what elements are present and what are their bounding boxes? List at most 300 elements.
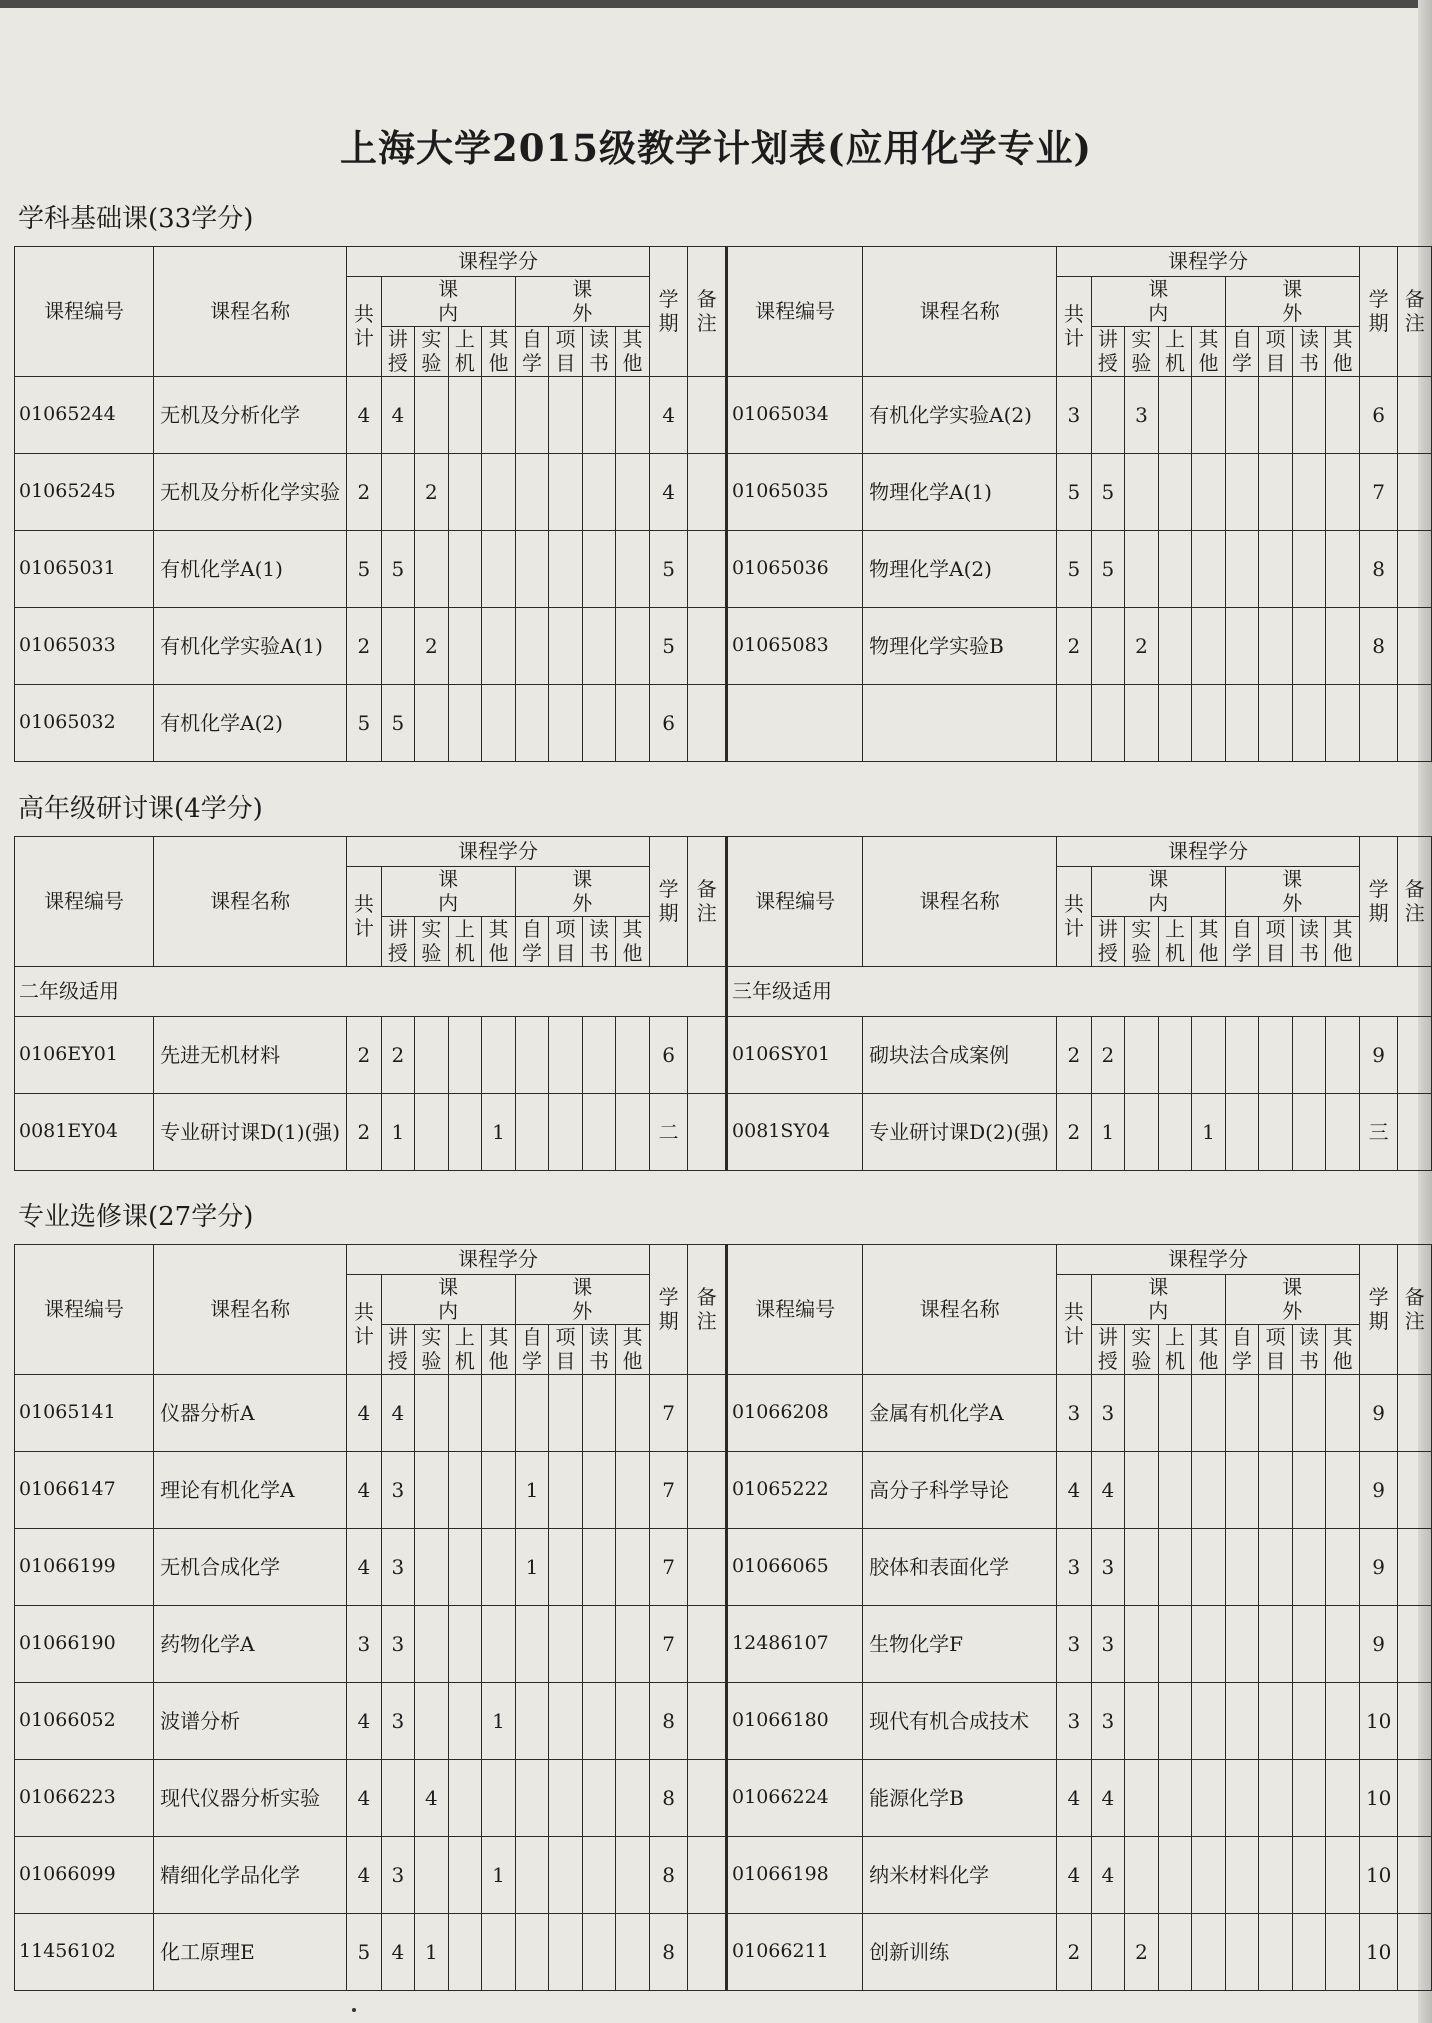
category-label-left: 二年级适用 bbox=[15, 967, 727, 1017]
cell-note bbox=[1398, 1606, 1432, 1683]
cell-note bbox=[1398, 1529, 1432, 1606]
cell-note bbox=[688, 1914, 727, 1991]
header-reading bbox=[1292, 917, 1326, 967]
header-text: 实验 bbox=[1131, 917, 1152, 965]
cell-lecture: 5 bbox=[381, 685, 415, 762]
cell-total: 2 bbox=[347, 1017, 382, 1094]
header-term bbox=[1359, 1245, 1398, 1375]
cell-lab: 4 bbox=[415, 1760, 449, 1837]
cell-total: 4 bbox=[347, 1837, 382, 1914]
cell-project bbox=[1259, 377, 1293, 454]
cell-self bbox=[1225, 1837, 1259, 1914]
cell-self bbox=[1225, 1606, 1259, 1683]
header-note bbox=[688, 1245, 727, 1375]
header-name bbox=[154, 1245, 347, 1375]
cell-code: 01065083 bbox=[727, 608, 863, 685]
header-code bbox=[727, 247, 863, 377]
cell-other-out bbox=[1326, 454, 1360, 531]
cell-term: 4 bbox=[649, 377, 688, 454]
cell-term: 6 bbox=[1359, 377, 1398, 454]
header-text: 备注 bbox=[1404, 1285, 1425, 1333]
cell-term: 9 bbox=[1359, 1375, 1398, 1452]
header-text: 自学 bbox=[1231, 1325, 1252, 1373]
table-row bbox=[15, 531, 1432, 608]
cell-total: 3 bbox=[1057, 1529, 1092, 1606]
header-text: 其他 bbox=[1332, 917, 1353, 965]
cell-reading bbox=[582, 1529, 616, 1606]
cell-project bbox=[1259, 608, 1293, 685]
cell-name: 物理化学A(2) bbox=[863, 531, 1057, 608]
cell-total: 3 bbox=[1057, 1683, 1092, 1760]
header-total bbox=[1057, 867, 1092, 967]
header-other-in bbox=[1192, 1325, 1226, 1375]
cell-name: 无机及分析化学实验 bbox=[154, 454, 347, 531]
cell-lecture: 3 bbox=[381, 1683, 415, 1760]
cell-lecture: 4 bbox=[1091, 1452, 1125, 1529]
cell-self bbox=[515, 454, 549, 531]
header-lecture bbox=[381, 917, 415, 967]
cell-self: 1 bbox=[515, 1529, 549, 1606]
cell-code: 01066190 bbox=[15, 1606, 154, 1683]
cell-other-out bbox=[1326, 608, 1360, 685]
cell-reading bbox=[582, 531, 616, 608]
cell-lab bbox=[1125, 1529, 1159, 1606]
cell-name: 胶体和表面化学 bbox=[863, 1529, 1057, 1606]
cell-self bbox=[515, 1375, 549, 1452]
cell-total: 4 bbox=[347, 377, 382, 454]
cell-reading bbox=[1292, 1683, 1326, 1760]
table-row bbox=[15, 1914, 1432, 1991]
header-out-class bbox=[515, 867, 649, 917]
header-text: 其他 bbox=[1198, 327, 1219, 375]
cell-lecture bbox=[1091, 685, 1125, 762]
cell-other-out bbox=[616, 685, 650, 762]
header-text: 共计 bbox=[1063, 1300, 1084, 1348]
cell-lecture: 4 bbox=[381, 1375, 415, 1452]
cell-reading bbox=[1292, 531, 1326, 608]
cell-other-out bbox=[1326, 1017, 1360, 1094]
basic-courses-table bbox=[14, 246, 1432, 762]
cell-note bbox=[688, 1760, 727, 1837]
section-title-seminar: 高年级研讨课(4学分) bbox=[18, 794, 263, 824]
header-text: 项目 bbox=[555, 327, 576, 375]
header-other-in bbox=[482, 327, 516, 377]
cell-lab bbox=[1125, 1094, 1159, 1171]
cell-note bbox=[688, 1683, 727, 1760]
header-row bbox=[15, 1245, 1432, 1275]
cell-other-in bbox=[1192, 377, 1226, 454]
cell-project bbox=[1259, 1914, 1293, 1991]
header-term bbox=[649, 247, 688, 377]
header-other-out bbox=[616, 327, 650, 377]
cell-other-in: 1 bbox=[1192, 1094, 1226, 1171]
cell-other-in bbox=[1192, 1837, 1226, 1914]
header-name bbox=[154, 247, 347, 377]
header-text: 项目 bbox=[1265, 327, 1286, 375]
header-text: 项目 bbox=[555, 1325, 576, 1373]
header-code bbox=[727, 1245, 863, 1375]
cell-project bbox=[1259, 1094, 1293, 1171]
cell-code: 01065245 bbox=[15, 454, 154, 531]
cell-total: 2 bbox=[1057, 1094, 1092, 1171]
cell-project bbox=[549, 1529, 583, 1606]
cell-computer bbox=[1158, 1760, 1192, 1837]
header-text: 课程学分 bbox=[1168, 839, 1248, 863]
header-text: 学期 bbox=[658, 287, 679, 335]
cell-project bbox=[1259, 1760, 1293, 1837]
header-lab bbox=[1125, 1325, 1159, 1375]
cell-note bbox=[688, 1017, 727, 1094]
cell-total: 4 bbox=[347, 1375, 382, 1452]
cell-lecture: 1 bbox=[1091, 1094, 1125, 1171]
header-project bbox=[549, 1325, 583, 1375]
cell-other-in bbox=[1192, 1606, 1226, 1683]
header-text: 上机 bbox=[454, 917, 475, 965]
cell-total: 2 bbox=[1057, 608, 1092, 685]
cell-reading bbox=[1292, 608, 1326, 685]
header-lecture bbox=[1091, 917, 1125, 967]
cell-project bbox=[549, 1017, 583, 1094]
cell-other-out bbox=[616, 1914, 650, 1991]
cell-code: 01065222 bbox=[727, 1452, 863, 1529]
cell-term: 10 bbox=[1359, 1683, 1398, 1760]
cell-other-in bbox=[1192, 608, 1226, 685]
header-text: 实验 bbox=[421, 1325, 442, 1373]
cell-lecture bbox=[1091, 608, 1125, 685]
cell-project bbox=[549, 531, 583, 608]
cell-computer bbox=[448, 1606, 482, 1683]
cell-name: 有机化学A(1) bbox=[154, 531, 347, 608]
cell-term: 8 bbox=[649, 1837, 688, 1914]
header-name bbox=[863, 247, 1057, 377]
header-text: 其他 bbox=[622, 917, 643, 965]
cell-lecture: 2 bbox=[381, 1017, 415, 1094]
header-text: 自学 bbox=[1231, 327, 1252, 375]
cell-computer bbox=[1158, 1094, 1192, 1171]
header-self-study bbox=[515, 1325, 549, 1375]
cell-computer bbox=[1158, 454, 1192, 531]
header-self-study bbox=[1225, 917, 1259, 967]
header-text: 课内 bbox=[1148, 277, 1169, 325]
cell-other-out bbox=[616, 1837, 650, 1914]
cell-term: 9 bbox=[1359, 1606, 1398, 1683]
cell-other-out bbox=[1326, 1529, 1360, 1606]
cell-project bbox=[549, 1760, 583, 1837]
cell-self bbox=[1225, 1452, 1259, 1529]
header-credits bbox=[1057, 1245, 1360, 1275]
cell-lab bbox=[415, 1837, 449, 1914]
cell-other-in bbox=[482, 1606, 516, 1683]
cell-lab bbox=[415, 1094, 449, 1171]
cell-name bbox=[863, 685, 1057, 762]
cell-note bbox=[1398, 1452, 1432, 1529]
header-other-out bbox=[616, 1325, 650, 1375]
cell-total: 4 bbox=[1057, 1837, 1092, 1914]
cell-name: 先进无机材料 bbox=[154, 1017, 347, 1094]
cell-note bbox=[688, 685, 727, 762]
cell-other-in bbox=[482, 1914, 516, 1991]
cell-self bbox=[515, 531, 549, 608]
cell-name: 高分子科学导论 bbox=[863, 1452, 1057, 1529]
cell-project bbox=[549, 608, 583, 685]
header-other-out bbox=[1326, 1325, 1360, 1375]
cell-reading bbox=[582, 1017, 616, 1094]
cell-project bbox=[1259, 1837, 1293, 1914]
cell-other-out bbox=[1326, 1606, 1360, 1683]
cell-computer bbox=[1158, 1375, 1192, 1452]
cell-project bbox=[549, 1914, 583, 1991]
header-text: 课程编号 bbox=[755, 889, 836, 913]
header-text: 实验 bbox=[421, 917, 442, 965]
header-out-class bbox=[515, 1275, 649, 1325]
table-row bbox=[15, 1529, 1432, 1606]
cell-other-out bbox=[1326, 1094, 1360, 1171]
cell-name: 无机合成化学 bbox=[154, 1529, 347, 1606]
cell-other-out bbox=[616, 1606, 650, 1683]
header-text: 上机 bbox=[1164, 327, 1185, 375]
header-text: 讲授 bbox=[1097, 327, 1118, 375]
header-lab bbox=[1125, 917, 1159, 967]
cell-self bbox=[515, 1683, 549, 1760]
header-total bbox=[347, 867, 382, 967]
cell-total: 3 bbox=[347, 1606, 382, 1683]
cell-computer bbox=[448, 1760, 482, 1837]
header-in-class bbox=[381, 277, 515, 327]
cell-other-in bbox=[1192, 1017, 1226, 1094]
header-other-out bbox=[616, 917, 650, 967]
header-text: 项目 bbox=[555, 917, 576, 965]
cell-self bbox=[515, 1606, 549, 1683]
cell-reading bbox=[582, 685, 616, 762]
cell-total: 4 bbox=[1057, 1760, 1092, 1837]
header-in-class bbox=[381, 867, 515, 917]
cell-self bbox=[515, 1760, 549, 1837]
cell-name: 现代仪器分析实验 bbox=[154, 1760, 347, 1837]
cell-self bbox=[1225, 1017, 1259, 1094]
cell-other-in bbox=[1192, 1452, 1226, 1529]
cell-other-in bbox=[1192, 1760, 1226, 1837]
cell-self bbox=[1225, 454, 1259, 531]
cell-project bbox=[1259, 1375, 1293, 1452]
cell-term: 6 bbox=[649, 1017, 688, 1094]
cell-other-in bbox=[482, 1452, 516, 1529]
cell-other-in bbox=[1192, 685, 1226, 762]
header-credits bbox=[347, 1245, 650, 1275]
header-text: 读书 bbox=[1299, 1325, 1319, 1373]
header-text: 其他 bbox=[1198, 1325, 1219, 1373]
header-computer bbox=[1158, 1325, 1192, 1375]
header-computer bbox=[448, 1325, 482, 1375]
header-text: 读书 bbox=[1299, 917, 1319, 965]
header-other-out bbox=[1326, 327, 1360, 377]
cell-computer bbox=[448, 1452, 482, 1529]
cell-lecture: 4 bbox=[381, 377, 415, 454]
header-credits bbox=[347, 247, 650, 277]
table-row bbox=[15, 1094, 1432, 1171]
header-text: 备注 bbox=[696, 877, 717, 925]
header-text: 备注 bbox=[1404, 877, 1425, 925]
header-total bbox=[347, 1275, 382, 1375]
cell-note bbox=[688, 1375, 727, 1452]
cell-lecture: 3 bbox=[381, 1606, 415, 1683]
cell-lab bbox=[1125, 1452, 1159, 1529]
cell-reading bbox=[582, 1094, 616, 1171]
header-text: 共计 bbox=[1063, 302, 1084, 350]
cell-lab bbox=[1125, 1683, 1159, 1760]
cell-other-out bbox=[616, 377, 650, 454]
cell-computer bbox=[1158, 1914, 1192, 1991]
cell-computer bbox=[448, 685, 482, 762]
header-out-class bbox=[1225, 277, 1359, 327]
header-text: 其他 bbox=[488, 327, 509, 375]
header-total bbox=[1057, 277, 1092, 377]
cell-lab bbox=[1125, 685, 1159, 762]
table-row bbox=[15, 1017, 1432, 1094]
header-name bbox=[863, 1245, 1057, 1375]
cell-reading bbox=[582, 1914, 616, 1991]
cell-self bbox=[515, 1094, 549, 1171]
cell-computer bbox=[448, 608, 482, 685]
header-code bbox=[15, 1245, 154, 1375]
cell-self bbox=[515, 1017, 549, 1094]
header-self-study bbox=[1225, 327, 1259, 377]
cell-lab bbox=[1125, 1017, 1159, 1094]
cell-name: 有机化学A(2) bbox=[154, 685, 347, 762]
cell-lab: 3 bbox=[1125, 377, 1159, 454]
cell-other-out bbox=[616, 1760, 650, 1837]
header-total bbox=[1057, 1275, 1092, 1375]
header-text: 共计 bbox=[1063, 892, 1084, 940]
header-text: 课程学分 bbox=[457, 1247, 538, 1271]
cell-self: 1 bbox=[515, 1452, 549, 1529]
cell-note bbox=[688, 531, 727, 608]
cell-lab: 2 bbox=[415, 608, 449, 685]
cell-lab bbox=[415, 1017, 449, 1094]
cell-lab bbox=[415, 531, 449, 608]
header-term bbox=[649, 1245, 688, 1375]
cell-term: 二 bbox=[649, 1094, 688, 1171]
cell-project bbox=[1259, 685, 1293, 762]
cell-lecture: 3 bbox=[1091, 1606, 1125, 1683]
cell-code: 01065244 bbox=[15, 377, 154, 454]
header-text: 学期 bbox=[1368, 1285, 1389, 1333]
header-name bbox=[154, 837, 347, 967]
header-reading bbox=[1292, 1325, 1326, 1375]
header-in-class bbox=[1091, 1275, 1225, 1325]
header-text: 课外 bbox=[572, 1275, 593, 1323]
header-text: 上机 bbox=[454, 1325, 475, 1373]
cell-self bbox=[515, 1914, 549, 1991]
cell-lecture: 4 bbox=[1091, 1837, 1125, 1914]
cell-code: 01065035 bbox=[727, 454, 863, 531]
cell-name: 药物化学A bbox=[154, 1606, 347, 1683]
cell-other-out bbox=[1326, 1837, 1360, 1914]
cell-term: 4 bbox=[649, 454, 688, 531]
cell-code: 0106EY01 bbox=[15, 1017, 154, 1094]
cell-lab bbox=[415, 1606, 449, 1683]
header-text: 课程学分 bbox=[1168, 249, 1248, 273]
cell-reading bbox=[582, 1375, 616, 1452]
header-text: 讲授 bbox=[387, 327, 408, 375]
cell-lab bbox=[1125, 1760, 1159, 1837]
cell-other-in bbox=[482, 1017, 516, 1094]
header-other-out bbox=[1326, 917, 1360, 967]
cell-project bbox=[1259, 454, 1293, 531]
cell-reading bbox=[1292, 1452, 1326, 1529]
cell-term: 10 bbox=[1359, 1837, 1398, 1914]
cell-lecture bbox=[381, 454, 415, 531]
cell-computer bbox=[1158, 1452, 1192, 1529]
cell-other-out bbox=[616, 1017, 650, 1094]
cell-other-in: 1 bbox=[482, 1094, 516, 1171]
header-computer bbox=[448, 917, 482, 967]
header-text: 课程编号 bbox=[755, 299, 836, 323]
cell-term: 7 bbox=[649, 1529, 688, 1606]
cell-term: 9 bbox=[1359, 1529, 1398, 1606]
header-text: 学期 bbox=[1368, 877, 1389, 925]
header-text: 实验 bbox=[421, 327, 442, 375]
page-title: 上海大学2015级教学计划表(应用化学专业) bbox=[340, 126, 1092, 170]
cell-project bbox=[1259, 1529, 1293, 1606]
header-text: 课程学分 bbox=[457, 249, 538, 273]
header-lab bbox=[415, 1325, 449, 1375]
header-out-class bbox=[1225, 867, 1359, 917]
cell-self bbox=[1225, 377, 1259, 454]
cell-other-out bbox=[616, 454, 650, 531]
cell-computer bbox=[448, 1017, 482, 1094]
header-text: 讲授 bbox=[1097, 917, 1118, 965]
cell-lab bbox=[415, 1529, 449, 1606]
cell-lecture: 3 bbox=[1091, 1529, 1125, 1606]
cell-name: 专业研讨课D(2)(强) bbox=[863, 1094, 1057, 1171]
header-text: 课内 bbox=[438, 1275, 459, 1323]
header-text: 学期 bbox=[658, 877, 679, 925]
header-term bbox=[1359, 837, 1398, 967]
cell-project bbox=[549, 1606, 583, 1683]
cell-other-out bbox=[1326, 685, 1360, 762]
cell-code: 01066211 bbox=[727, 1914, 863, 1991]
cell-term: 7 bbox=[649, 1606, 688, 1683]
cell-lecture: 3 bbox=[1091, 1683, 1125, 1760]
cell-other-out bbox=[1326, 377, 1360, 454]
cell-lab bbox=[1125, 1837, 1159, 1914]
cell-note bbox=[1398, 1683, 1432, 1760]
cell-lab: 1 bbox=[415, 1914, 449, 1991]
header-text: 学期 bbox=[1368, 287, 1389, 335]
cell-reading bbox=[1292, 1017, 1326, 1094]
cell-lecture bbox=[1091, 377, 1125, 454]
cell-name: 现代有机合成技术 bbox=[863, 1683, 1057, 1760]
cell-code: 01066223 bbox=[15, 1760, 154, 1837]
header-total bbox=[347, 277, 382, 377]
header-project bbox=[1259, 327, 1293, 377]
cell-term: 9 bbox=[1359, 1017, 1398, 1094]
header-text: 课外 bbox=[1282, 277, 1303, 325]
cell-lab: 2 bbox=[415, 454, 449, 531]
cell-computer bbox=[1158, 1529, 1192, 1606]
cell-code bbox=[727, 685, 863, 762]
header-text: 实验 bbox=[1131, 1325, 1152, 1373]
cell-other-out bbox=[1326, 1452, 1360, 1529]
cell-other-out bbox=[1326, 1375, 1360, 1452]
cell-computer bbox=[1158, 608, 1192, 685]
header-text: 其他 bbox=[488, 917, 509, 965]
cell-total: 5 bbox=[1057, 454, 1092, 531]
cell-name: 创新训练 bbox=[863, 1914, 1057, 1991]
cell-code: 11456102 bbox=[15, 1914, 154, 1991]
cell-note bbox=[688, 608, 727, 685]
cell-project bbox=[549, 377, 583, 454]
